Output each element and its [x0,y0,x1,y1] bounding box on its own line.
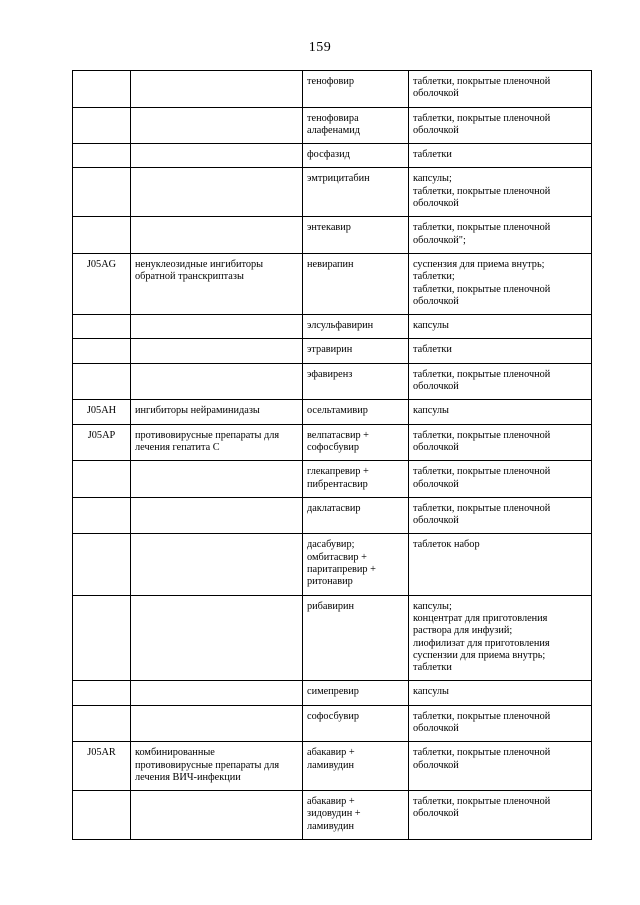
drug-name-cell [303,705,409,742]
pharmacological-group-cell [131,144,303,168]
atc-code-cell [73,71,131,108]
cell-text-line: оболочкой [413,88,459,100]
cell-text-line: элсульфавирин [307,320,374,332]
cell-text-line: зидовудин + [307,808,361,820]
drug-name-cell [303,363,409,400]
cell-text-line: ненуклеозидные ингибиторы [135,258,264,270]
cell-text-line: ламивудин [307,759,355,771]
table-row [73,497,592,534]
pharmacological-group-cell [131,534,303,595]
table-row [73,363,592,400]
dosage-form-cell [409,339,592,363]
cell-text-line: оболочкой [413,124,459,136]
cell-text-line: дасабувир; [307,539,355,551]
cell-text-line: таблетки [413,149,452,161]
cell-text-line: фосфазид [307,149,350,161]
pharmacological-group-cell [131,315,303,339]
drug-name-cell [303,681,409,705]
dosage-form-cell [409,534,592,595]
dosage-form-cell [409,144,592,168]
cell-text-line: невирапин [307,258,354,270]
drug-name-cell [303,71,409,108]
cell-text-line: софосбувир [307,441,360,453]
cell-text-line: раствора для инфузий; [413,625,513,637]
cell-text-line: таблеток набор [413,539,480,551]
cell-text-line: оболочкой [413,722,459,734]
cell-text-line: тенофовир [307,76,355,87]
cell-text-line: таблетки, покрытые пленочной [413,466,551,478]
dosage-form-cell [409,742,592,791]
cell-text-line: софосбувир [307,710,360,722]
drug-name-cell [303,424,409,461]
pharmacological-group-cell [131,107,303,144]
cell-text-line: капсулы; [413,173,452,185]
cell-text-line: капсулы [413,320,449,332]
cell-text-line: таблетки, покрытые пленочной [413,796,551,808]
drug-table-body [73,71,592,840]
cell-text-line: оболочкой [413,198,459,210]
atc-code-cell [73,497,131,534]
cell-text-line: капсулы; [413,600,452,612]
dosage-form-cell [409,253,592,314]
drug-name-cell [303,339,409,363]
dosage-form-cell [409,497,592,534]
cell-text-line: оболочкой [413,515,459,527]
pharmacological-group-cell [131,400,303,424]
dosage-form-cell [409,107,592,144]
cell-text-line: велпатасвир + [307,429,369,441]
dosage-form-cell [409,461,592,498]
pharmacological-group-cell [131,253,303,314]
cell-text-line: глекапревир + [307,466,369,478]
table-row [73,424,592,461]
atc-code-cell [73,791,131,840]
drug-name-cell [303,791,409,840]
cell-text-line: комбинированные [135,747,215,759]
drug-table [72,70,592,840]
dosage-form-cell [409,681,592,705]
cell-text-line: суспензии для приема внутрь; [413,649,546,661]
drug-name-cell [303,107,409,144]
cell-text-line: таблетки, покрытые пленочной [413,429,551,441]
table-row [73,400,592,424]
cell-text-line: лечения ВИЧ-инфекции [135,771,241,783]
cell-text: J05AG [86,258,117,270]
cell-text-line: ритонавир [307,576,353,588]
pharmacological-group-cell [131,497,303,534]
atc-code-cell [73,742,131,791]
table-row [73,144,592,168]
pharmacological-group-cell [131,168,303,217]
cell-text-line: таблетки [413,344,452,356]
cell-text-line: абакавир + [307,796,355,808]
page-number: 159 [308,40,332,55]
pharmacological-group-cell [131,681,303,705]
dosage-form-cell [409,424,592,461]
cell-text-line: эмтрицитабин [307,173,370,185]
drug-name-cell [303,253,409,314]
cell-text-line: таблетки, покрытые пленочной [413,76,551,87]
pharmacological-group-cell [131,71,303,108]
atc-code-cell [73,339,131,363]
drug-name-cell [303,217,409,254]
drug-name-cell [303,168,409,217]
table-row [73,461,592,498]
drug-name-cell [303,461,409,498]
cell-text-line: таблетки, покрытые пленочной [413,185,551,197]
dosage-form-cell [409,363,592,400]
cell-text-line: таблетки, покрытые пленочной [413,368,551,380]
table-row [73,791,592,840]
cell-text-line: капсулы [413,405,449,417]
dosage-form-cell [409,705,592,742]
cell-text-line: таблетки, покрытые пленочной [413,710,551,722]
cell-text-line: этравирин [307,344,353,356]
cell-text: J05AR [87,747,116,759]
cell-text-line: паритапревир + [307,564,376,576]
atc-code-cell [73,461,131,498]
table-row [73,168,592,217]
atc-code-cell [73,534,131,595]
cell-text-line: оболочкой [413,478,459,490]
table-row [73,253,592,314]
atc-code-cell [73,144,131,168]
atc-code-cell [73,217,131,254]
pharmacological-group-cell [131,705,303,742]
cell-text-line: симепревир [307,686,359,698]
cell-text-line: оболочкой [413,441,459,453]
cell-text-line: оболочкой"; [413,234,466,246]
drug-name-cell [303,742,409,791]
cell-text-line: тенофовира [307,112,359,124]
cell-text-line: таблетки, покрытые пленочной [413,283,551,295]
table-row [73,534,592,595]
cell-text-line: ламивудин [307,820,355,832]
dosage-form-cell [409,71,592,108]
dosage-form-cell [409,595,592,681]
drug-name-cell [303,400,409,424]
cell-text-line: оболочкой [413,381,459,393]
drug-name-cell [303,534,409,595]
atc-code-cell [73,253,131,314]
cell-text-line: капсулы [413,686,449,698]
table-row [73,217,592,254]
dosage-form-cell [409,217,592,254]
cell-text-line: обратной транскриптазы [135,271,244,283]
atc-code-cell [73,107,131,144]
cell-text-line: энтекавир [307,222,351,234]
cell-text-line: лечения гепатита С [135,441,220,453]
dosage-form-cell [409,168,592,217]
atc-code-cell [73,315,131,339]
cell-text-line: концентрат для приготовления [413,612,548,624]
table-row [73,107,592,144]
pharmacological-group-cell [131,339,303,363]
atc-code-cell [73,681,131,705]
table-row [73,595,592,681]
pharmacological-group-cell [131,791,303,840]
cell-text-line: таблетки; [413,271,455,283]
cell-text-line: лиофилизат для приготовления [413,637,550,649]
drug-name-cell [303,595,409,681]
dosage-form-cell [409,791,592,840]
cell-text-line: противовирусные препараты для [135,759,280,771]
cell-text-line: противовирусные препараты для [135,429,280,441]
pharmacological-group-cell [131,424,303,461]
cell-text-line: даклатасвир [307,502,361,514]
cell-text-line: алафенамид [307,124,360,136]
dosage-form-cell [409,315,592,339]
cell-text-line: пибрентасвир [307,478,368,490]
table-row [73,71,592,108]
atc-code-cell [73,705,131,742]
cell-text-line: таблетки, покрытые пленочной [413,747,551,759]
cell-text-line: оболочкой [413,295,459,307]
cell-text-line: осельтамивир [307,405,368,417]
table-row [73,315,592,339]
drug-name-cell [303,144,409,168]
drug-name-cell [303,497,409,534]
table-row [73,742,592,791]
drug-name-cell [303,315,409,339]
pharmacological-group-cell [131,217,303,254]
pharmacological-group-cell [131,742,303,791]
atc-code-cell [73,363,131,400]
cell-text-line: ингибиторы нейраминидазы [135,405,260,417]
cell-text-line: оболочкой [413,759,459,771]
cell-text-line: эфавиренз [307,368,353,380]
atc-code-cell [73,595,131,681]
atc-code-cell [73,400,131,424]
cell-text-line: таблетки, покрытые пленочной [413,222,551,234]
cell-text-line: суспензия для приема внутрь; [413,258,545,270]
cell-text: J05AH [86,405,117,417]
cell-text-line: омбитасвир + [307,551,367,563]
table-row [73,681,592,705]
dosage-form-cell [409,400,592,424]
cell-text-line: таблетки, покрытые пленочной [413,502,551,514]
cell-text: J05AP [87,429,116,441]
cell-text-line: оболочкой [413,808,459,820]
cell-text-line: абакавир + [307,747,355,759]
atc-code-cell [73,168,131,217]
pharmacological-group-cell [131,461,303,498]
pharmacological-group-cell [131,363,303,400]
cell-text-line: таблетки, покрытые пленочной [413,112,551,124]
table-row [73,705,592,742]
atc-code-cell [73,424,131,461]
cell-text-line: рибавирин [307,600,355,612]
table-row [73,339,592,363]
cell-text-line: таблетки [413,662,452,674]
pharmacological-group-cell [131,595,303,681]
